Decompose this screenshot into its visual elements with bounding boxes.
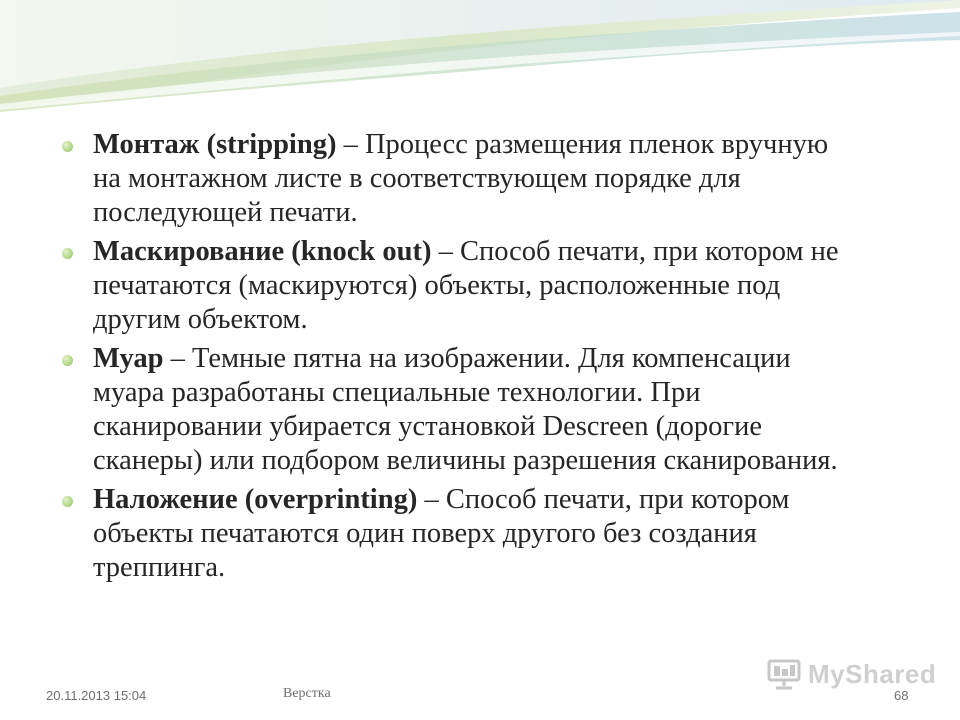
definition: – Процесс размещения пленок вручную на монтажном листе в соответствующем порядке для последующей печати.	[93, 129, 829, 228]
footer-title: Верстка	[283, 686, 331, 701]
watermark-text: MyShared	[808, 658, 937, 689]
page-number: 68	[894, 688, 909, 703]
bullet-item-masking	[62, 235, 862, 337]
definition: – Темные пятна на изображении. Для компенсации муара разработаны специальные технологии. При сканировании убирается установкой Descreen (дорогие сканеры) или подбором величины разрешения сканирования.	[93, 343, 838, 476]
term: Муар	[93, 343, 164, 374]
bullet-icon	[62, 248, 73, 259]
term: Монтаж (stripping)	[93, 129, 337, 160]
header-wave-decoration	[0, 0, 960, 130]
bullet-icon	[62, 141, 73, 152]
term: Маскирование (knock out)	[93, 236, 432, 267]
footer-date: 20.11.2013 15:04	[46, 688, 147, 703]
term: Наложение (overprinting)	[93, 484, 418, 515]
presentation-screen-icon	[766, 657, 802, 691]
myshared-watermark	[766, 654, 936, 694]
bullet-list	[62, 128, 862, 590]
bullet-item-overprinting	[62, 483, 862, 585]
bullet-item-moire	[62, 342, 862, 478]
bullet-item-montage	[62, 128, 862, 230]
definition: – Способ печати, при котором объекты печатаются один поверх другого без создания треппинга.	[93, 484, 790, 583]
definition: – Способ печати, при котором не печатаются (маскируются) объекты, расположенные под другим объектом.	[93, 236, 839, 335]
bullet-icon	[62, 355, 73, 366]
bullet-icon	[62, 496, 73, 507]
